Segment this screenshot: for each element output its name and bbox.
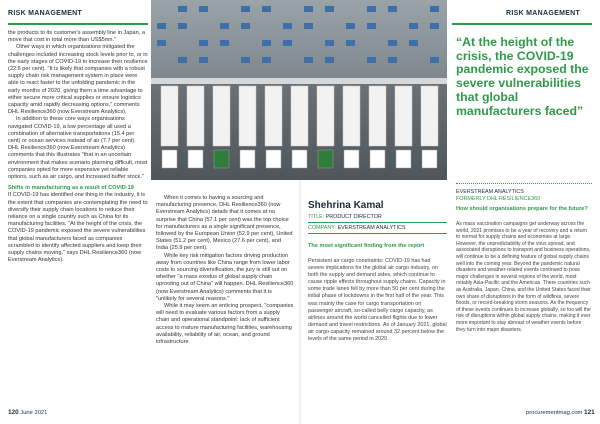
truck-trailer: [421, 86, 438, 146]
col1-subheading: Shifts in manufacturing as a result of COVID-19: [8, 185, 134, 192]
truck-trailer: [343, 86, 360, 146]
roof-solar-panel: [304, 6, 313, 12]
profile-name: Shehrina Kamal: [308, 200, 384, 211]
roof-solar-panel: [325, 6, 334, 12]
truck-trailer: [369, 86, 386, 146]
roof-solar-panel: [241, 23, 250, 29]
col1-paragraph-3: In addition to these core ways organisations navigated COVID-19, a low percentage all used a combination of alternative transportations (15.4 per cent) or ocean services instead of air (7.7 per cent). DHL Resilience360 (now Everstream Analytics) comments that this illustrates "that in an uncertain environment that makes scenario planning difficult, most companies opted for more expensive yet reliable options, such as air cargo, and increased buffer stock.": [8, 116, 148, 181]
qa1-question: The most significant finding from the report: [308, 243, 425, 249]
col1-paragraph-2: Other ways in which organisations mitigated the challenges included increasing stock levels prior to, or in the early stages of COVID-19 to increase their resilience (22.6 per cent). "It is likely that companies with a robust supply chain risk management system in place were able to react faster to the unfolding pandemic in the early months of 2020, giving them a time advantage to either secure more critical supplies or ensure logistics capacity amid rapidly decreasing options," comments DHL Resilience360 (now Everstream Analytics).: [8, 44, 148, 116]
roof-solar-panel: [304, 57, 313, 63]
truck-cab: [396, 150, 411, 168]
truck-trailer: [213, 86, 230, 146]
truck-trailer: [395, 86, 412, 146]
section-rule-right: [452, 23, 592, 25]
truck-cab: [344, 150, 359, 168]
col2-paragraph-1: When it comes to having a sourcing and manufacturing presence, DHL Resilience360 (now Everstream Analytics) details that it comes at no surprise that China (57.1 per cent) was the top choice for manufacturers as a single significant presence, followed by the European Union (52.9 per cent), United States (51.2 per cent), Mexico (27.6 per cent), and India (25.9 per cent).: [156, 195, 293, 252]
qa2-question: How should organisations prepare for the future?: [456, 206, 588, 212]
roof-solar-panel: [157, 40, 166, 46]
truck-cab: [240, 150, 255, 168]
col1-paragraph-1: the products to its customer's assembly line in Japan, a move that cost in total more than US$5mn.": [8, 30, 145, 44]
truck: [395, 86, 412, 168]
roof-solar-panel: [199, 6, 208, 12]
truck-cab: [292, 150, 307, 168]
roof-solar-panel: [262, 40, 271, 46]
left-column-2: [156, 195, 294, 346]
truck: [317, 86, 334, 168]
roof-solar-panel: [178, 57, 187, 63]
profile-company-key: COMPANY:: [308, 225, 337, 231]
truck-trailer: [317, 86, 334, 146]
footer-left: [8, 409, 47, 416]
roof-solar-panel: [388, 40, 397, 46]
truck: [291, 86, 308, 168]
truck: [369, 86, 386, 168]
roof-solar-panel: [388, 6, 397, 12]
col1-paragraph-4: If COVID-19 has identified one thing in the industry, it is the extent that companies are contemplating the need to diversify their supply chain locations to reduce their reliance on a single country such as China for its manufacturing facilities. "At the height of the crisis, the COVID-19 pandemic exposed the severe vulnerabilities that global manufacturers faced as companies scrambled to identify affected suppliers and keep their supply chains moving," says DHL Resilience360 (now Everstream Analytics).: [8, 192, 148, 264]
profile-title-value: PRODUCT DIRECTOR: [325, 214, 382, 220]
page-number-left: 120: [8, 409, 19, 416]
issue-date: June 2021: [20, 410, 48, 416]
roof-solar-panel: [199, 40, 208, 46]
roof-solar-panel: [430, 23, 439, 29]
page-number-right: 121: [584, 409, 595, 416]
roof-solar-panel: [388, 57, 397, 63]
left-column-1: [8, 30, 148, 265]
truck-cab: [162, 150, 177, 168]
roof-solar-panel: [346, 40, 355, 46]
truck-cab: [422, 150, 437, 168]
roof-solar-panel: [220, 23, 229, 29]
truck: [265, 86, 282, 168]
roof-solar-panel: [262, 57, 271, 63]
profile-title-key: TITLE:: [308, 214, 325, 220]
roof-solar-panel: [283, 23, 292, 29]
truck: [187, 86, 204, 168]
profile-company-row: [308, 223, 447, 234]
roof-solar-panel: [409, 23, 418, 29]
profile-company-value: EVERSTREAM ANALYTICS: [337, 225, 406, 231]
section-rule-left: [8, 23, 148, 25]
roof-solar-panel: [346, 23, 355, 29]
roof-solar-panel: [430, 6, 439, 12]
col2-paragraph-2: While key risk mitigation factors driving production away from countries like China range from lower labor costs to sourcing diversification, the jury is still out on whether "a mass exodus of global supply chain uprooting out of China" will happen. DHL Resilience360 (now Everstream Analytics) comments that it is "unlikely for several reasons.": [156, 252, 294, 302]
roof-solar-panel: [325, 57, 334, 63]
loading-dock-illustration: [151, 0, 447, 180]
truck: [421, 86, 438, 168]
roof-solar-panel: [367, 6, 376, 12]
profile-title-row: [308, 212, 447, 223]
truck-trailer: [265, 86, 282, 146]
footer-right: [526, 409, 595, 416]
qa2-answer: As mass vaccination campaigns get underway across the world, 2021 promises to be a year of recovery and a return to normal for supply chains and economies at large. However, the unpredictability of the virus spread, and associated disruptions to transport and business operations, will continue to be a defining feature of global supply chains well into the coming year. Beyond the pandemic natural disasters and weather-related events continued to pose major challenges in several regions of the world, most notably Asia-Pacific and the Americas. There countries such as Australia, Japan, China, and the United States faced their own share of disruptions in the form of wildfires, severe floods, or record-breaking storm seasons. As the frequency of these events continues to increase globally, so too will the risk of disruptions within global supply chains, making it ever more important to stay abreast of weather events before they turn into major disasters.: [456, 221, 591, 333]
truck-cab: [188, 150, 203, 168]
roof-solar-panel: [262, 6, 271, 12]
col2-paragraph-3: While it may seem an enticing prospect, "companies will need to evaluate various factors from a supply chain and operational standpoint: lack of sufficient access to mature manufacturing facilities, warehousing availability, reliability of air, ocean, and ground infrastructure: [156, 303, 294, 346]
truck: [343, 86, 360, 168]
section-label-right: RISK MANAGEMENT: [506, 10, 581, 17]
roof-solar-panel: [241, 6, 250, 12]
truck-cab: [370, 150, 385, 168]
truck-trailer: [291, 86, 308, 146]
website: procurementmag.com: [526, 410, 583, 416]
truck-cab: [266, 150, 281, 168]
section-label-left: RISK MANAGEMENT: [8, 10, 83, 17]
quote-divider: [456, 183, 592, 184]
roof-solar-panel: [199, 57, 208, 63]
roof-solar-panel: [283, 40, 292, 46]
qa1-answer: Persistent air cargo constraints: COVID-19 has had severe implications for the global air cargo industry, on both the supply and demand sides, which continue to cause ripple effects throughout supply chains. Capacity in some trade lanes fell by more than 50 per cent during the initial phase of lockdowns in the first half of the year. This was mainly the case for cargo transportation on passenger aircraft, so-called belly cargo capacity, as airlines around the world cancelled flights due to lower demand and travel restrictions. As of January 2021, global air cargo capacity remained around 32 percent below the levels of the same period in 2020.: [308, 258, 447, 343]
pull-quote: “At the height of the crisis, the COVID-19 pandemic exposed the severe vulnerabilities that global manufacturers faced”: [456, 35, 589, 118]
roof-solar-panel: [157, 23, 166, 29]
roof-solar-panel: [325, 40, 334, 46]
truck: [239, 86, 256, 168]
roof-solar-panel: [178, 6, 187, 12]
loading-dock-photo: [151, 0, 447, 180]
quote-source-sub: FORMERLY DHL RESILIENCE360: [456, 196, 541, 202]
roof-solar-panel: [367, 57, 376, 63]
roof-solar-panel: [241, 57, 250, 63]
roof-solar-panel: [409, 40, 418, 46]
truck-trailer: [239, 86, 256, 146]
truck-cab: [318, 150, 333, 168]
roof-solar-panel: [367, 23, 376, 29]
truck: [213, 86, 230, 168]
truck-trailer: [161, 86, 178, 146]
truck-trailer: [187, 86, 204, 146]
quote-source: EVERSTREAM ANALYTICS: [456, 189, 524, 195]
roof-solar-panel: [178, 23, 187, 29]
roof-solar-panel: [430, 57, 439, 63]
roof-solar-panel: [304, 23, 313, 29]
roof-solar-panel: [220, 40, 229, 46]
truck-cab: [214, 150, 229, 168]
truck: [161, 86, 178, 168]
